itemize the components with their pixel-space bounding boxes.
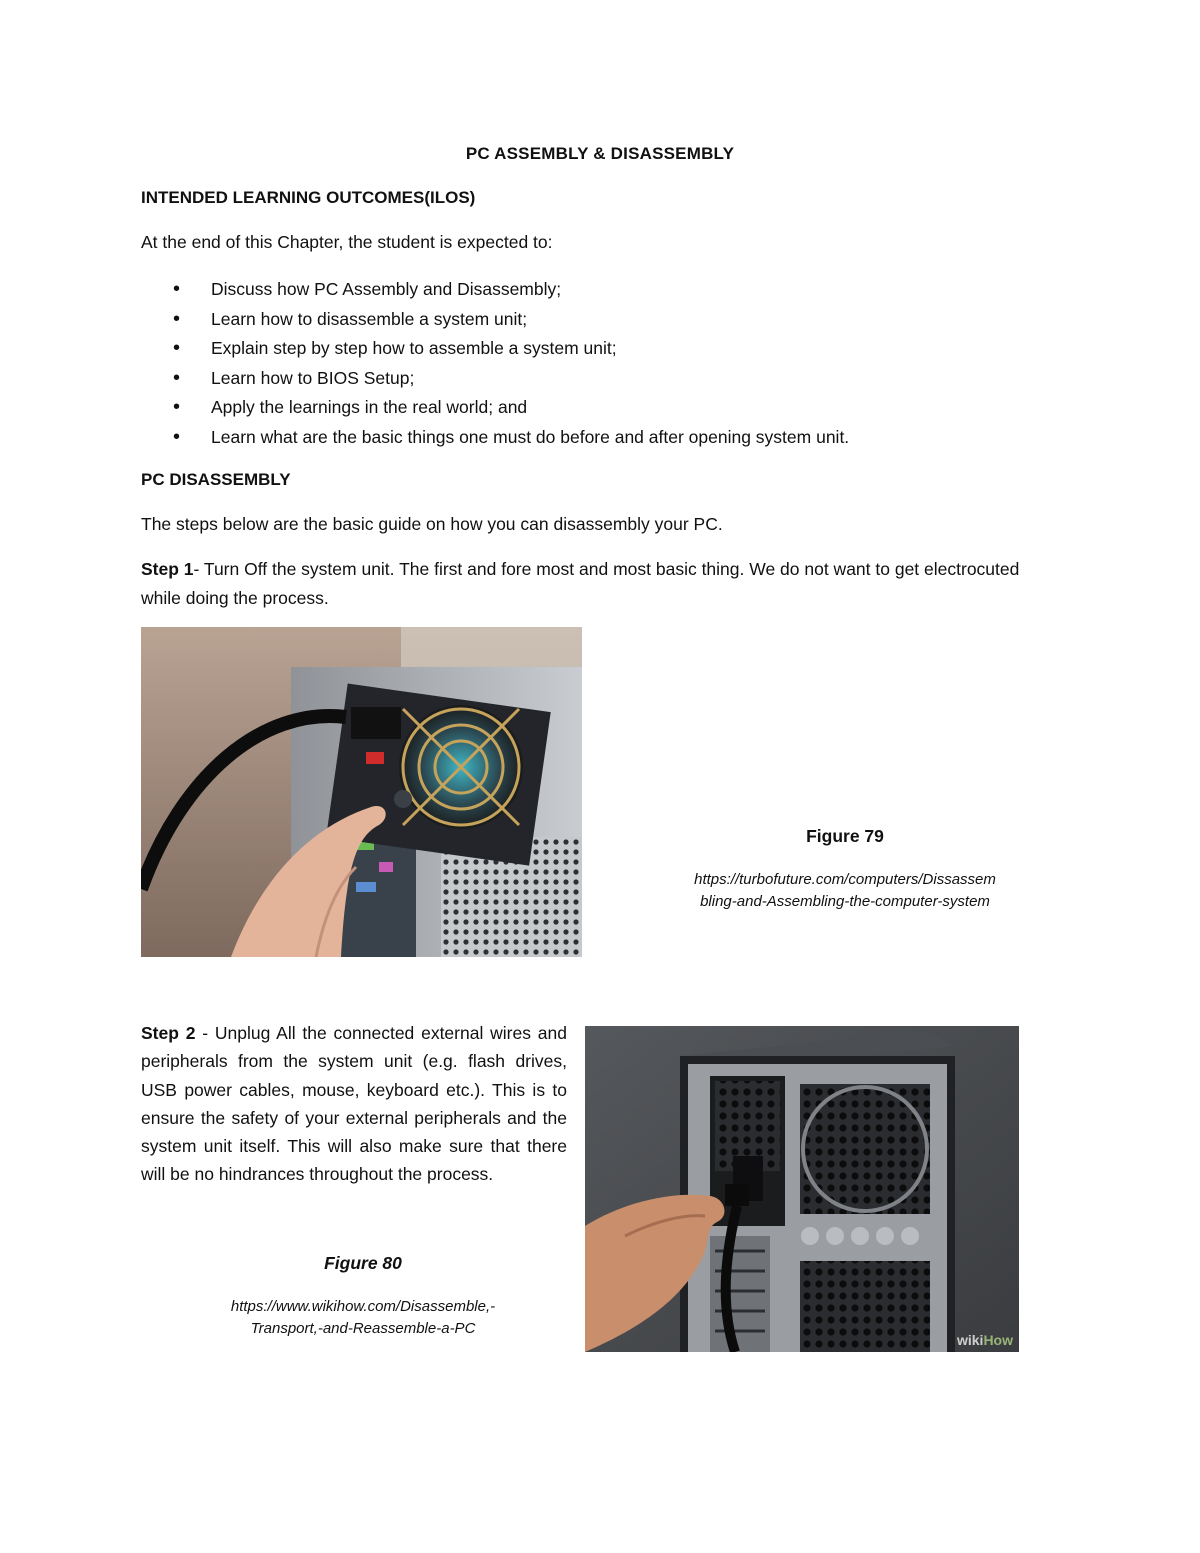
ilos-intro: At the end of this Chapter, the student is expected to: xyxy=(141,232,553,252)
figure-79-photo xyxy=(141,627,582,957)
bullet-icon: • xyxy=(173,307,181,330)
list-item: • Learn how to BIOS Setup; xyxy=(141,364,1041,394)
list-item: • Explain step by step how to assemble a system unit; xyxy=(141,334,1041,364)
section-intro: The steps below are the basic guide on how you can disassembly your PC. xyxy=(141,514,723,534)
figure-80-url-line-1: https://www.wikihow.com/Disassemble,- xyxy=(230,1298,496,1315)
bullet-icon: • xyxy=(173,278,181,300)
figure-79-url-line-1: https://turbofuture.com/computers/Dissassem xyxy=(694,871,996,888)
figure-79-source xyxy=(660,869,1030,913)
list-item: • Discuss how PC Assembly and Disassembly; xyxy=(141,275,1041,305)
figure-80-source xyxy=(180,1296,546,1340)
bullet-icon: • xyxy=(173,425,181,448)
step-1-label: Step 1 xyxy=(141,559,194,579)
bullet-icon: • xyxy=(173,337,181,360)
ilos-list xyxy=(141,275,1041,453)
section-heading: PC DISASSEMBLY xyxy=(141,470,291,489)
bullet-icon: • xyxy=(173,366,181,389)
page-title: PC ASSEMBLY & DISASSEMBLY xyxy=(465,144,735,163)
list-item: • Learn what are the basic things one must do before and after opening system unit. xyxy=(141,423,1041,453)
step-1-text: - Turn Off the system unit. The first and fore most and most basic thing. We do not want to get electrocuted while doing the process. xyxy=(141,559,1020,608)
ilos-heading: INTENDED LEARNING OUTCOMES(ILOS) xyxy=(141,188,476,207)
figure-80-caption: Figure 80 xyxy=(324,1253,402,1273)
list-item: • Learn how to disassemble a system unit; xyxy=(141,305,1041,335)
step-2-label: Step 2 xyxy=(141,1023,196,1043)
step-2-text: - Unplug All the connected external wires and peripherals from the system unit (e.g. flash drives, USB power cables, mouse, keyboard etc.). This is to ensure the safety of your external peripherals and the system unit itself. This will also make sure that there will be no hindrances throughout the process. xyxy=(141,1023,567,1185)
list-item: • Apply the learnings in the real world; and xyxy=(141,393,1041,423)
figure-80-url-line-2: Transport,-and-Reassemble-a-PC xyxy=(250,1320,476,1337)
step-2-paragraph xyxy=(141,1019,567,1189)
step-1-paragraph xyxy=(141,555,1041,613)
figure-79-caption: Figure 79 xyxy=(806,826,884,846)
figure-79-url-line-2: bling-and-Assembling-the-computer-system xyxy=(700,893,990,910)
bullet-icon: • xyxy=(173,396,181,419)
figure-80-photo xyxy=(585,1026,1019,1352)
wikihow-watermark: wikiHow xyxy=(956,1332,1013,1348)
